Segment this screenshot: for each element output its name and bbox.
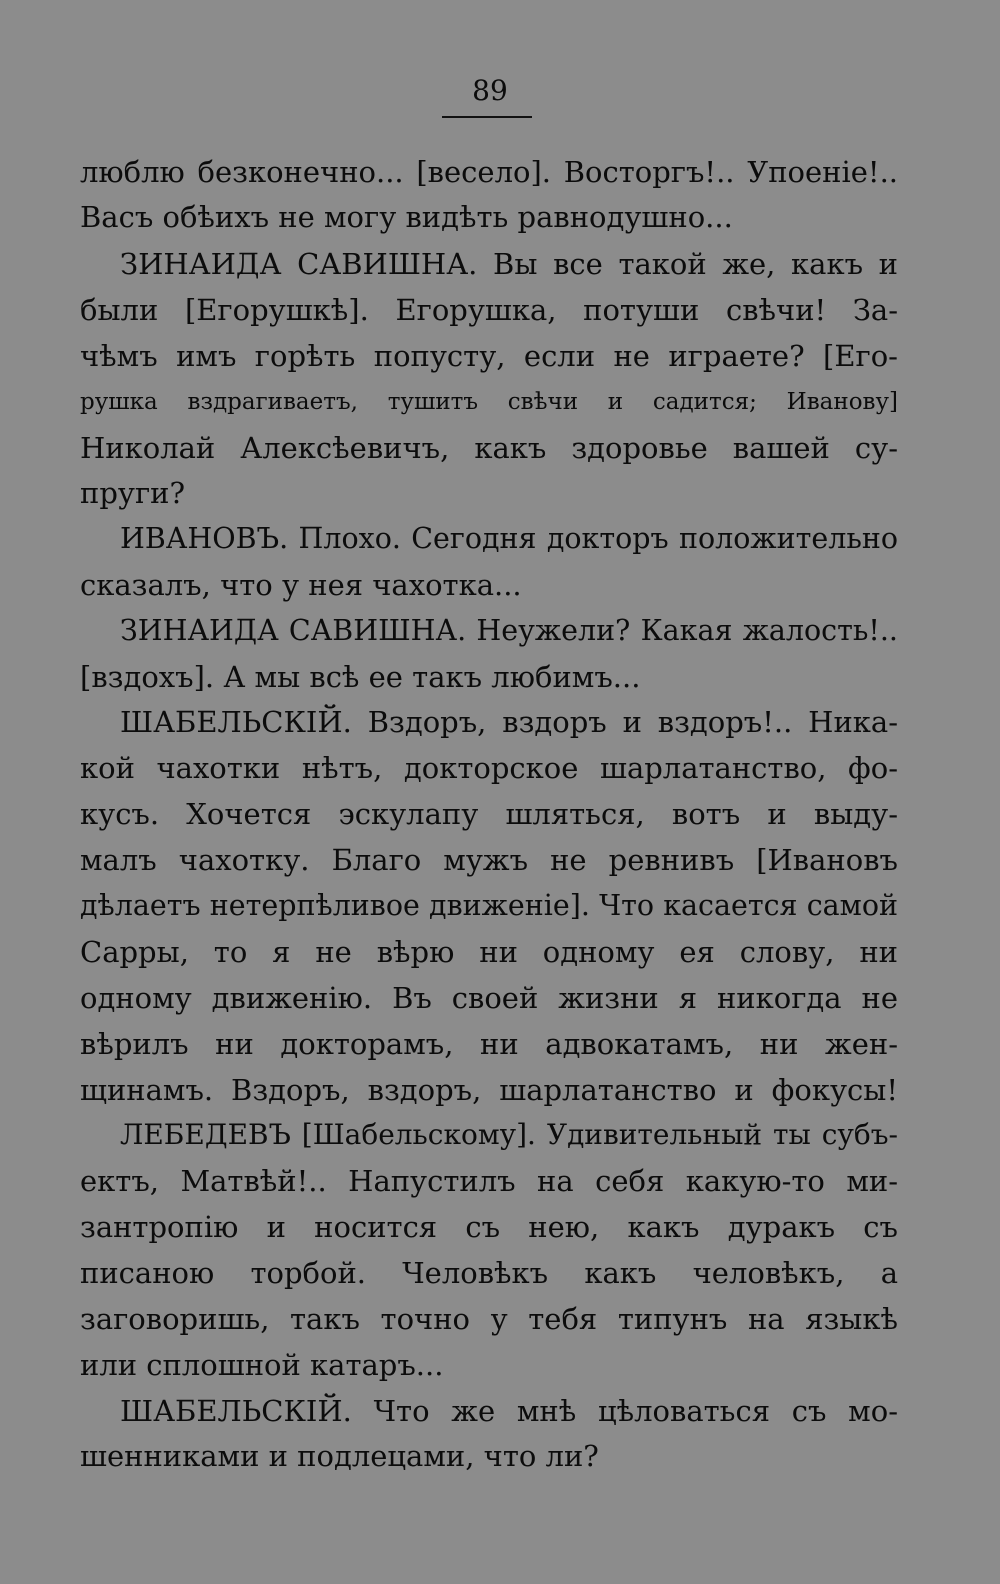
- text-line: ЛЕБЕДЕВЪ [Шабельскому]. Удивительный ты субъ-: [120, 1118, 898, 1151]
- text-line: пруги?: [80, 476, 186, 510]
- page-number-rule: [442, 116, 532, 118]
- text-line: ектъ, Матвѣй!.. Напустилъ на себя какую-то ми-: [80, 1164, 898, 1198]
- text-line: были [Егорушкѣ]. Егорушка, потуши свѣчи! За-: [80, 293, 898, 327]
- text-line: малъ чахотку. Благо мужъ не ревнивъ [Ивановъ: [80, 843, 898, 877]
- text-line: шенниками и подлецами, что ли?: [80, 1439, 599, 1473]
- text-line: вѣрилъ ни докторамъ, ни адвокатамъ, ни жен-: [80, 1027, 898, 1061]
- text-line: или сплошной катаръ...: [80, 1348, 444, 1382]
- text-line: ШАБЕЛЬСКІЙ. Что же мнѣ цѣловаться съ мо-: [120, 1394, 898, 1428]
- text-line: ШАБЕЛЬСКІЙ. Вздоръ, вздоръ и вздоръ!.. Ника-: [120, 705, 898, 739]
- text-line: [вздохъ]. А мы всѣ ее такъ любимъ...: [80, 660, 641, 694]
- text-line: Сарры, то я не вѣрю ни одному ея слову, ни: [80, 935, 898, 969]
- text-line: люблю безконечно... [весело]. Восторгъ!.. Упоеніе!..: [80, 155, 898, 189]
- text-line: кусъ. Хочется эскулапу шляться, вотъ и выду-: [80, 797, 898, 831]
- text-line: заговоришь, такъ точно у тебя типунъ на языкѣ: [80, 1302, 898, 1336]
- text-line: Васъ обѣихъ не могу видѣть равнодушно...: [80, 200, 733, 234]
- text-line: сказалъ, что у нея чахотка...: [80, 568, 522, 602]
- text-line: щинамъ. Вздоръ, вздоръ, шарлатанство и фокусы!: [80, 1073, 898, 1107]
- text-line: ЗИНАИДА САВИШНА. Неужели? Какая жалость!..: [120, 614, 898, 647]
- text-line: чѣмъ имъ горѣть попусту, если не играете? [Его-: [80, 339, 898, 373]
- text-line: одному движенію. Въ своей жизни я никогда не: [80, 981, 898, 1015]
- text-line: рушка вздрагиваетъ, тушитъ свѣчи и садится; Иванову]: [80, 389, 898, 415]
- text-line: дѣлаетъ нетерпѣливое движеніе]. Что касается самой: [80, 889, 898, 922]
- text-line: кой чахотки нѣтъ, докторское шарлатанство, фо-: [80, 751, 898, 785]
- text-line: писаною торбой. Человѣкъ какъ человѣкъ, а: [80, 1256, 898, 1290]
- text-line: Николай Алексѣевичъ, какъ здоровье вашей су-: [80, 431, 898, 465]
- text-line: ЗИНАИДА САВИШНА. Вы все такой же, какъ и: [120, 247, 898, 281]
- text-line: ИВАНОВЪ. Плохо. Сегодня докторъ положительно: [120, 522, 898, 555]
- text-line: зантропію и носится съ нею, какъ дуракъ съ: [80, 1210, 898, 1244]
- page-number: 89: [472, 74, 508, 107]
